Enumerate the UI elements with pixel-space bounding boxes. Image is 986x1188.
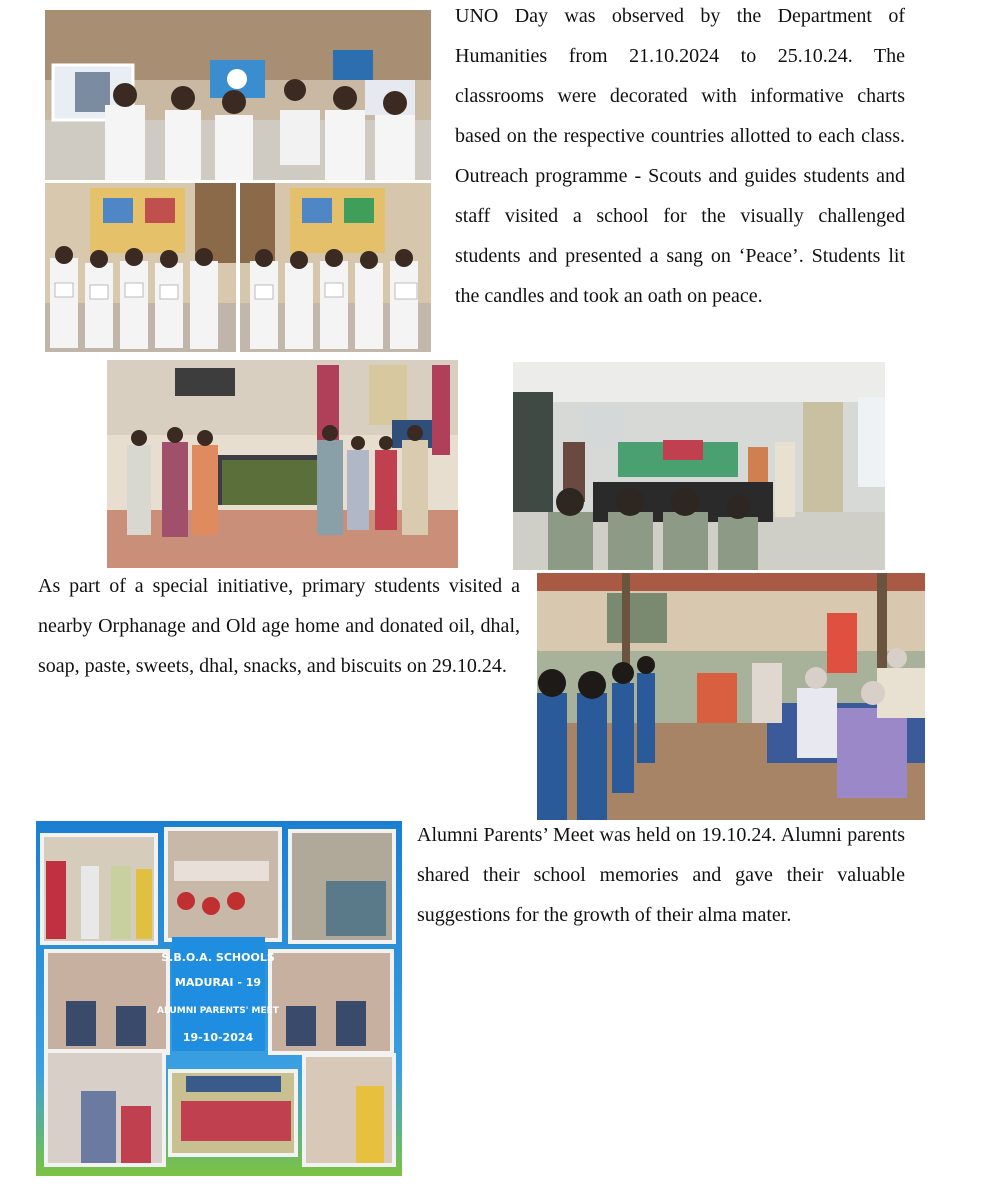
uno-day-paragraph: UNO Day was observed by the Department of Humanities from 21.10.2024 to 25.10.24. The classrooms were decorated with informative charts based on the respective countries allotted to each class. Outreach programme - Scouts and guides students and staff visited a school for the visually challenged students and presented a sang on ‘Peace’. Students lit the candles and took an oath on peace.	[455, 5, 905, 307]
collage-banner-line1: S.B.O.A. SCHOOLS	[161, 951, 275, 964]
orphanage-paragraph: As part of a special initiative, primary students visited a nearby Orphanage and Old age home and donated oil, dhal, soap, paste, sweets, dhal, snacks, and biscuits on 29.10.24.	[38, 575, 520, 677]
collage-banner-line4: 19-10-2024	[182, 1031, 254, 1044]
alumni-meet-paragraph: Alumni Parents’ Meet was held on 19.10.24. Alumni parents shared their school memories and gave their valuable suggestions for the growth of their alma mater.	[417, 824, 905, 926]
uno-day-photo-bottom-left	[45, 183, 236, 352]
outreach-classroom-photo	[513, 362, 885, 570]
uno-day-photo-top	[45, 10, 431, 180]
old-age-home-photo	[537, 573, 925, 820]
collage-banner-line2: MADURAI - 19	[174, 976, 262, 989]
uno-day-photo-bottom-right	[240, 183, 431, 352]
collage-banner-line3: ALUMNI PARENTS' MEET	[157, 1006, 279, 1016]
outreach-group-photo	[107, 360, 458, 568]
alumni-meet-collage	[36, 821, 402, 1176]
